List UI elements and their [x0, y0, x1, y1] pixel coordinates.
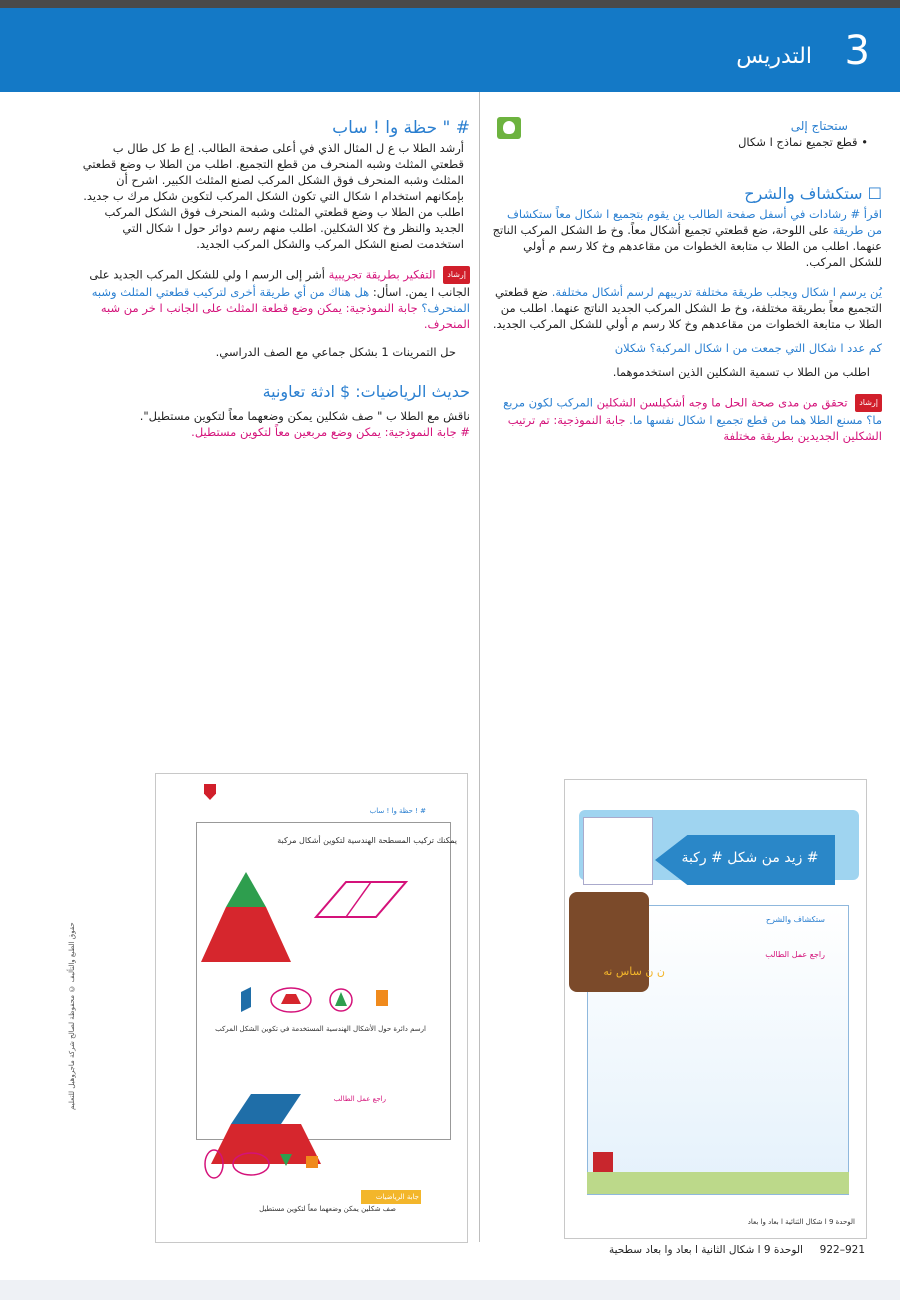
- materials-title: ستحتاج إلى: [790, 119, 848, 133]
- p4-pink: تحقق من مدى صحة الحل ما وجه أشكيلسن الشكلين: [596, 395, 848, 410]
- thumb-left-instruction: يمكنك تركيب المسطحة الهندسية لتكوين أشكال مركبة: [277, 836, 457, 845]
- p2-blue: يُن يرسم ا شكال ويجلب طريقة مختلفة تدريبهم لرسم أشكال مختلفة.: [551, 285, 882, 299]
- rhombus-blue: [241, 987, 251, 1012]
- trapezoid-red: [201, 907, 291, 962]
- explore-question: كم عدد ا شكال التي جمعت من ا شكال المركبة؟ شكلان: [614, 341, 882, 355]
- explore-paragraph-2: [492, 284, 882, 332]
- focus-heading: # " حظة وا ! ساب: [332, 118, 470, 138]
- p4-pink2: جابة النموذجية: تم ترتيب الشكلين الجديدين بطريقة مختلفة: [507, 413, 882, 443]
- math-talk-text: ناقش مع الطلا ب " صف شكلين يمكن وضعهما معاً لتكوين مستطيل".: [139, 409, 470, 423]
- explore-paragraph-4: [492, 394, 882, 444]
- top-strip: [0, 0, 900, 8]
- reasoning-title: التفكير بطريقة تجريبية: [328, 267, 436, 282]
- thumb-left-task1: ارسم دائرة حول الأشكال الهندسية المستخدمة في تكوين الشكل المركب: [215, 1025, 426, 1033]
- square-orange: [376, 990, 388, 1006]
- page-numbers: 921–922: [819, 1244, 865, 1256]
- triangle-green: [226, 872, 266, 907]
- student-page-thumbnail-right: [564, 779, 867, 1239]
- explore-heading: [492, 186, 882, 202]
- thumb-right-note-card: [583, 817, 653, 885]
- explore-paragraph-1: [492, 206, 882, 270]
- page-header: [0, 8, 900, 92]
- column-divider: [479, 92, 480, 1242]
- lesson-title: التدريس: [736, 44, 812, 69]
- parallelogram-outline: [316, 882, 406, 917]
- thumb-left-bottom-text: صف شكلين يمكن وضعهما معاً لتكوين مستطيل: [259, 1205, 396, 1213]
- chapter-label: ا شكال الثانية ا بعاد وا بعاد سطحية: [609, 1244, 761, 1256]
- lesson-number: 3: [844, 28, 870, 74]
- focus-paragraph: أرشد الطلا ب ع ل المثال الذي في أعلى صفحة الطالب. إع ط كل طال ب قطعتي المثلث وشبه المنحرف من قطع التجميع. اطلب من الطلا ب وضع قطعتي المثلث وشبه المنحرف فوق الشكل المركب لصنع المثلث الكبير. اشرح أن بإمكانهم استخدام ا شكال التي تكون الشكل المركب لتكوين شكل مرك ب جديد. اطلب من الطلا ب وضع قطعتي المثلث وشبه المنحرف فوق الشكل المركب الجديد والنظر وخ كلا الشكلين. اطلب منهم رسم دوائر حول ا شكال التي استخدمت لصنع الشكل المركب والشكل المركب الجديد.: [82, 141, 464, 251]
- p4-blue: المركب لكون مربع ما؟ مسنع الطلا هما من قطع تجميع ا شكال نفسها ما.: [503, 395, 882, 427]
- math-talk-heading: حديث الرياضيات: $ ادثة تعاونية: [262, 382, 470, 401]
- bookmark-icon: [204, 784, 216, 800]
- thumb-right-caption: ن ن ساس نه: [603, 965, 665, 978]
- reasoning-text: أشر إلى الرسم ا ولي للشكل المركب الجديد على الجانب ا يمن. اسأل:: [89, 267, 470, 299]
- p2-black: ضع قطعتي التجميع معاً بطريقة مختلفة، وخ ط الشكل المركب الجديد الناتج عنهما. اطلب من الطلا ب متابعة الخطوات من مقاعدهم وخ كلا رسم م أولي للشكل المركب الجديد.: [492, 285, 882, 331]
- parallelogram-blue: [231, 1094, 301, 1124]
- unit-label: الوحدة 9: [763, 1244, 803, 1256]
- thumb-right-footer: الوحدة 9 ا شكال الثنائية ا بعاد وا بعاد: [747, 1218, 855, 1226]
- page-footer: [609, 1244, 865, 1256]
- reasoning-answer: جابة النموذجية: يمكن وضع قطعة المثلث على الجانب ا خر من شبه المنحرف.: [100, 301, 470, 331]
- thumb-right-note: راجع عمل الطالب: [765, 950, 825, 959]
- barn-icon: [593, 1152, 613, 1172]
- math-talk-answer: # جابة النموذجية: يمكن وضع مربعين معاً لتكوين مستطيل.: [191, 425, 470, 439]
- thumb-right-ground: [587, 1172, 849, 1194]
- bottom-bar: [0, 1280, 900, 1300]
- square-orange-2: [306, 1156, 318, 1168]
- p1-black: على اللوحة، ضع قطعتي تجميع أشكال معاً. وخ ط الشكل المركب الناتج عنهما. اطلب من الطلا ب متابعة الخطوات من مقاعدهم وخ كلا رسم م أولي للشكل المركب.: [492, 223, 882, 269]
- thumb-left-bottom-label: جابة الرياضيات: [361, 1190, 421, 1204]
- divider-line: [346, 882, 371, 917]
- copyright-note: حقوق الطبع والتأليف © محفوظة لصالح شركة ماجروهيل للتعليم: [68, 922, 76, 1110]
- thumb-right-section: ستكشاف والشرح: [765, 915, 825, 924]
- student-page-thumbnail-left: [155, 773, 468, 1243]
- p1-blue: اقرأ # رشادات في أسفل صفحة الطالب ين يقوم بتجميع ا شكال معاً ستكشاف من طريقة: [506, 207, 882, 237]
- reasoning-badge: إرشاد: [443, 266, 470, 284]
- thumb-left-top-label: # ! حظة وا ! ساب: [369, 807, 426, 815]
- explore-answer: اطلب من الطلا ب تسمية الشكلين الذين استخدموهما.: [612, 365, 870, 379]
- materials-item-text: قطع تجميع نماذج ا شكال: [738, 135, 858, 149]
- tip-badge: إرشاد: [855, 394, 882, 412]
- trapezoid-small: [281, 994, 301, 1004]
- reasoning-question: هل هناك من أي طريقة أخرى لتركيب قطعتي المثلث وشبه المنحرف؟: [91, 285, 470, 315]
- reasoning-paragraph: [80, 266, 470, 332]
- exercises-note: حل التمرينات 1 بشكل جماعي مع الصف الدراسي.: [215, 345, 456, 359]
- thumb-left-task2: راجع عمل الطالب: [333, 1095, 386, 1103]
- thumb-right-arrow-title: # زيد من شكل # ركبة: [681, 850, 819, 866]
- left-column: [80, 120, 470, 440]
- checkbox-icon: ☐: [867, 184, 882, 203]
- right-column: [492, 118, 882, 444]
- thumb-left-shapes-2: [196, 1064, 451, 1184]
- triangle-small: [335, 992, 347, 1006]
- explore-heading-text: ستكشاف والشرح: [744, 184, 863, 203]
- materials-item: • قطع تجميع نماذج ا شكال: [738, 135, 868, 149]
